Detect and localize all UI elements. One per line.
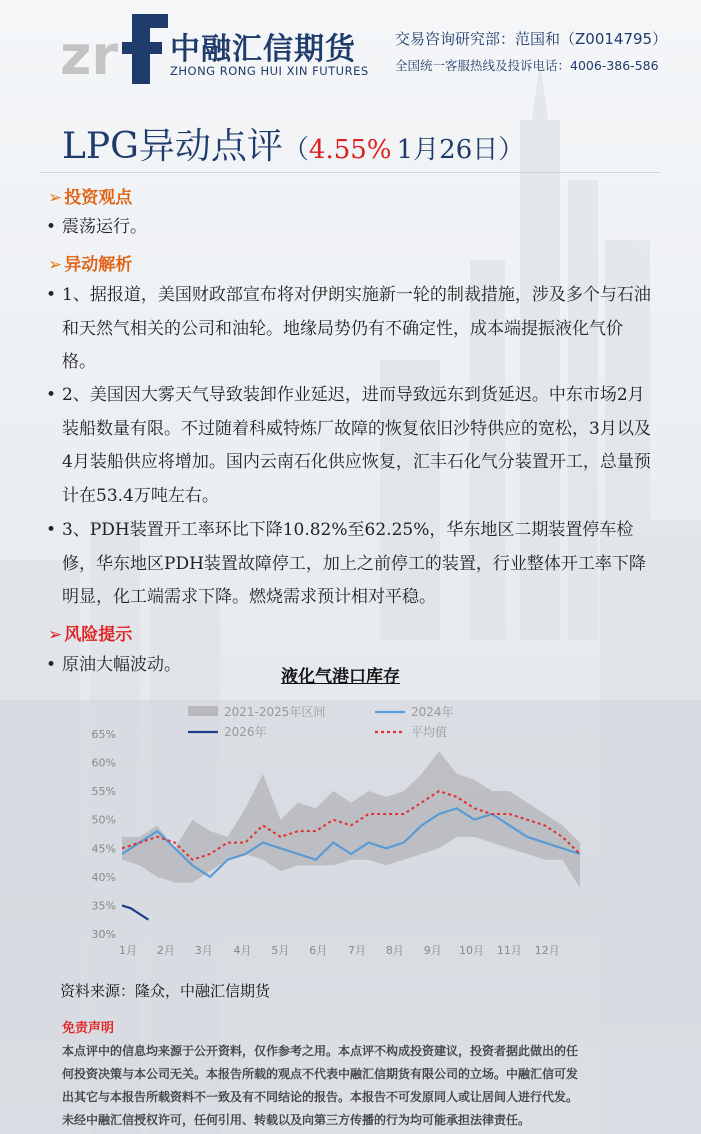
x-tick-label: 3月 [194, 944, 213, 957]
title-paren: （ [282, 135, 309, 165]
x-tick-label: 4月 [233, 944, 252, 957]
series-line [122, 905, 148, 919]
logo-english-name: ZHONG RONG HUI XIN FUTURES [170, 64, 369, 78]
view-bullet [46, 211, 656, 245]
view-text: 震荡运行。 [62, 217, 147, 237]
hotline-line: 全国统一客服热线及投诉电话：4006-386-586 [395, 58, 659, 73]
risk-text: 原油大幅波动。 [62, 655, 181, 675]
contact-info [395, 28, 695, 74]
svg-text:zr: zr [60, 24, 119, 84]
y-tick-label: 35% [91, 899, 116, 913]
disclaimer-line: 何投资决策与本公司无关。本报告所载的观点不代表中融汇信期货有限公司的立场。中融汇信可发 [62, 1067, 579, 1081]
logo-chinese-name: 中融汇信期货 [170, 32, 356, 67]
title-date: 1月26日） [396, 135, 525, 165]
legend-swatch [188, 706, 218, 716]
legend-label: 平均值 [411, 725, 448, 739]
research-dept-line: 交易咨询研究部：范国和（Z0014795） [395, 30, 668, 48]
x-tick-label: 10月 [459, 944, 484, 957]
bullet-dot-icon: • [46, 520, 57, 540]
analysis-item-1 [46, 279, 656, 380]
divider [40, 172, 660, 173]
disclaimer-line: 未经中融汇信授权许可，任何引用、转载以及向第三方传播的行为均可能承担法律责任。 [62, 1113, 531, 1127]
analysis-item-3 [46, 514, 656, 615]
arrow-icon: ➢ [48, 255, 63, 275]
y-tick-label: 30% [91, 928, 116, 941]
analysis-text-1: 1、据报道，美国财政部宣布将对伊朗实施新一轮的制裁措施，涉及多个与石油和天然气相关的公司和油轮。地缘局势仍有不确定性，成本端提振液化气价格。 [62, 285, 651, 372]
company-logo [60, 12, 380, 84]
bullet-dot-icon: • [46, 655, 57, 675]
arrow-icon: ➢ [48, 188, 63, 208]
x-tick-label: 9月 [423, 944, 442, 957]
y-tick-label: 45% [91, 842, 116, 856]
data-source: 资料来源：隆众，中融汇信期货 [60, 982, 271, 1000]
disclaimer-line: 本点评中的信息均来源于公开资料，仅作参考之用。本点评不构成投资建议，投资者据此做出的任 [62, 1044, 579, 1058]
section-heading-analysis: ➢ 异动解析 [48, 255, 133, 275]
arrow-icon: ➢ [48, 625, 63, 645]
x-tick-label: 1月 [119, 944, 137, 957]
x-tick-label: 12月 [534, 944, 560, 957]
disclaimer-line: 出其它与本报告所载资料不一致及有不同结论的报告。本报告不可发原同人或让居间人进行代发。 [62, 1090, 579, 1104]
analysis-text-2: 2、美国因大雾天气导致装卸作业延迟，进而导致远东到货延迟。中东市场2月装船数量有限。不过随着科威特炼厂故障的恢复依旧沙特供应的宽松，3月以及4月装船供应将增加。国内云南石化供应恢复，汇丰石化气分装置开工，总量预计在53.4万吨左右。 [62, 385, 651, 506]
chart-title: 液化气港口库存 [281, 667, 400, 687]
legend-label: 2026年 [224, 725, 267, 739]
x-tick-label: 5月 [271, 944, 290, 957]
x-tick-label: 8月 [385, 944, 404, 957]
title-change-percent: 4.55% [308, 135, 392, 165]
analysis-text-3: 3、PDH装置开工率环比下降10.82%至62.25%，华东地区二期装置停车检修，华东地区PDH装置故障停工，加上之前停工的装置，行业整体开工率下降明显，化工端需求下降。燃烧需求预计相对平稳。 [62, 520, 646, 607]
legend-label: 2021-2025年区间 [224, 705, 326, 719]
disclaimer-heading: 免责声明 [62, 1021, 115, 1036]
section-heading-risk: ➢ 风险提示 [48, 625, 133, 645]
analysis-item-2 [46, 379, 656, 513]
x-tick-label: 2月 [156, 944, 175, 957]
y-tick-label: 50% [91, 813, 116, 827]
x-tick-label: 11月 [496, 944, 522, 957]
logo-mark-icon [60, 12, 170, 84]
bullet-dot-icon: • [46, 217, 57, 237]
section-heading-view: ➢ 投资观点 [48, 188, 133, 208]
x-tick-label: 7月 [348, 944, 366, 957]
y-tick-label: 55% [91, 785, 116, 799]
bullet-dot-icon: • [46, 385, 57, 405]
chart-svg [80, 696, 600, 966]
inventory-chart [80, 696, 600, 966]
bullet-dot-icon: • [46, 285, 57, 305]
legend-label: 2024年 [411, 705, 454, 719]
disclaimer-body [62, 1040, 642, 1132]
x-tick-label: 6月 [309, 944, 328, 957]
y-tick-label: 65% [91, 728, 116, 741]
page-title [62, 118, 524, 169]
title-main: LPG异动点评 [62, 126, 283, 167]
y-tick-label: 60% [91, 756, 116, 770]
y-tick-label: 40% [91, 870, 116, 884]
